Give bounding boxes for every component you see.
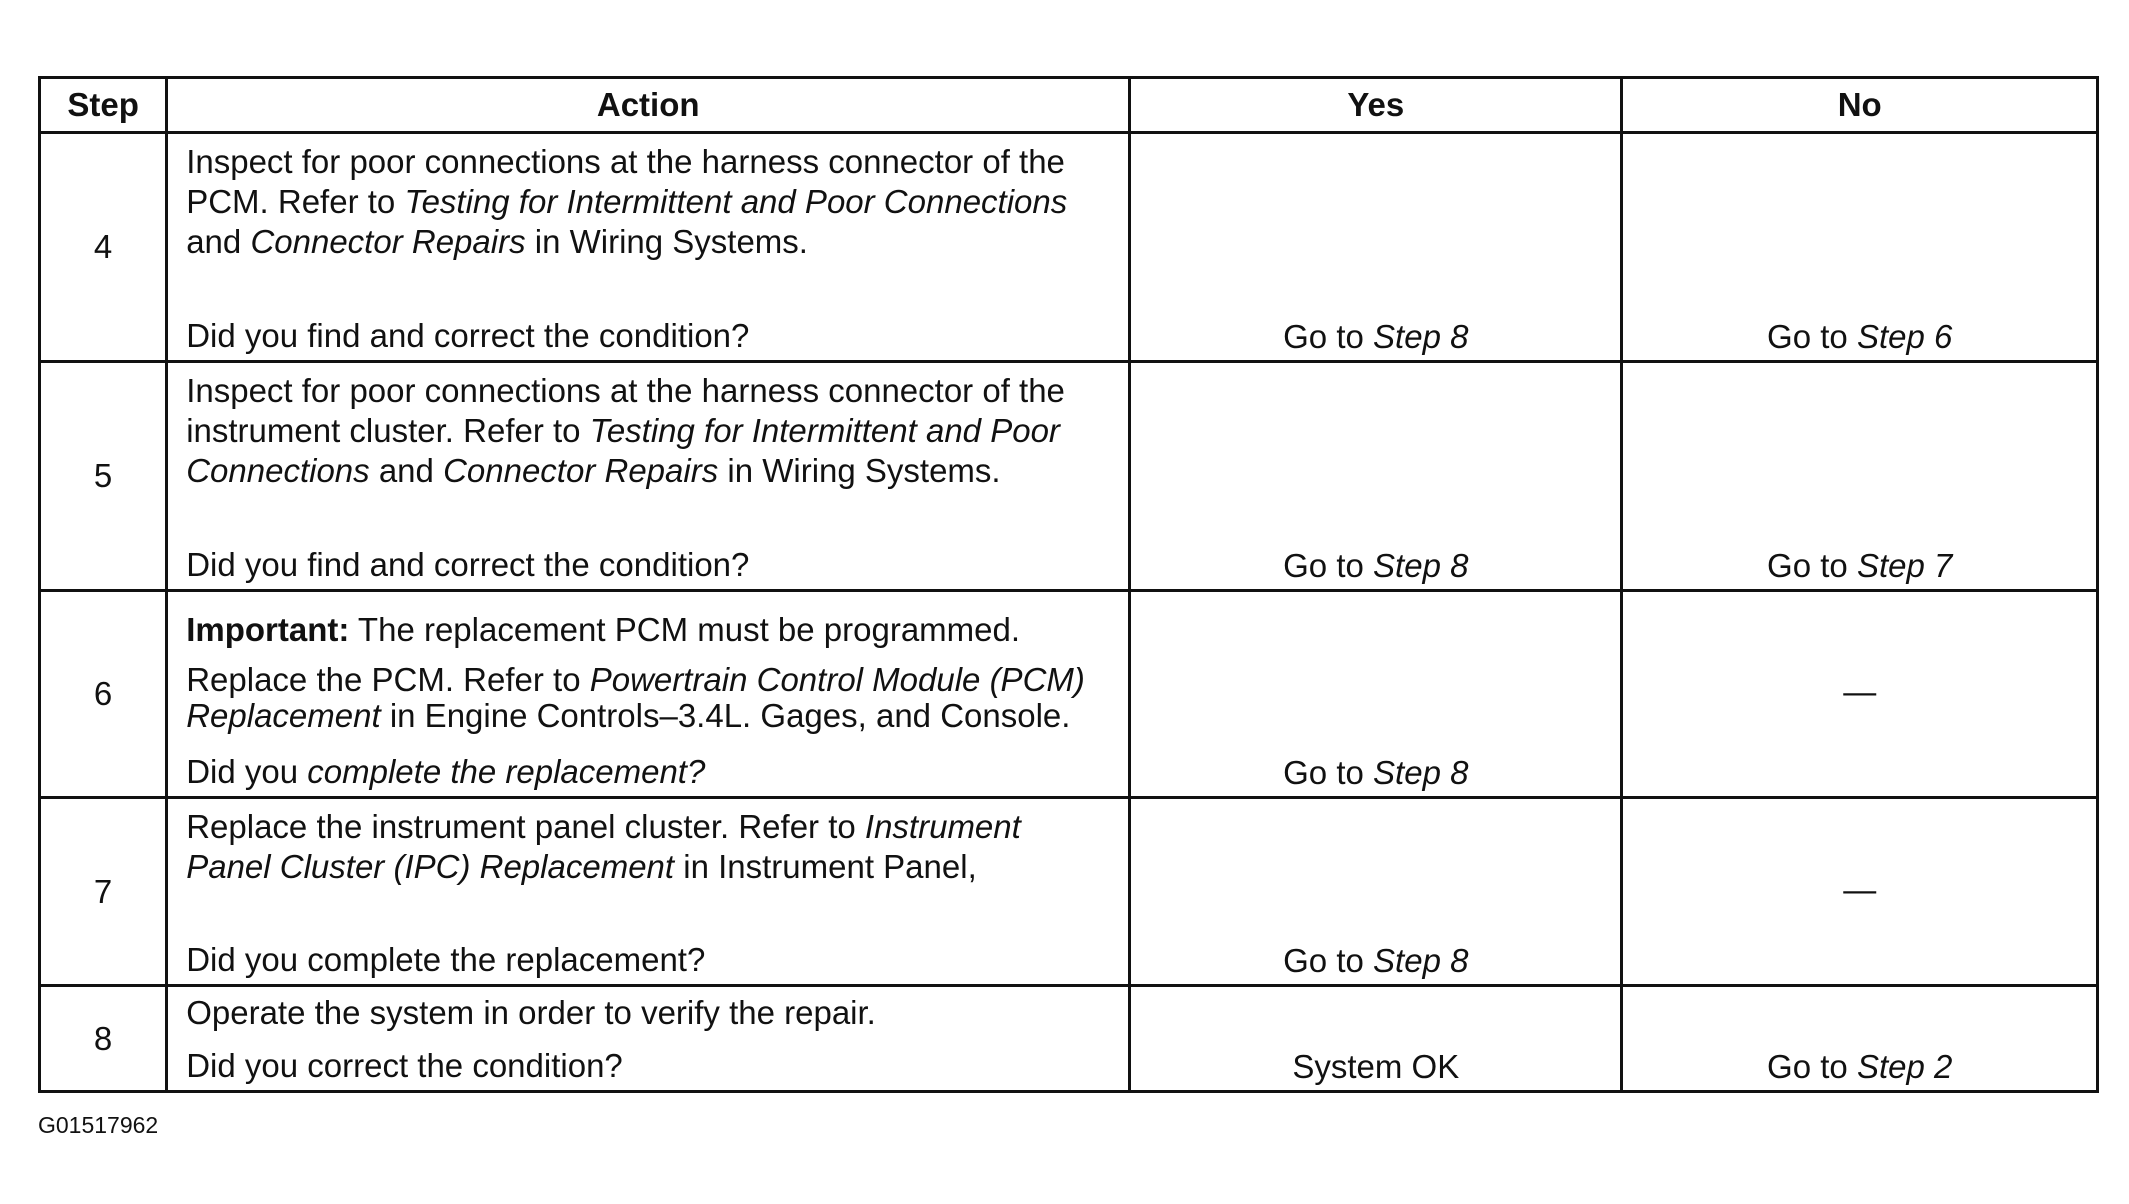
no-cell — [1622, 798, 2098, 986]
yes-result: Go to Step 8 — [1283, 547, 1469, 584]
action-question: Did you correct the condition? — [186, 1047, 623, 1084]
action-instruction: Inspect for poor connections at the harness connector of the PCM. Refer to Testing for Intermittent and Poor Connections and Connector Repairs in Wiring Systems. — [186, 143, 1068, 260]
action-instruction: Replace the instrument panel cluster. Refer to Instrument Panel Cluster (IPC) Replacement in Instrument Panel, — [186, 808, 1021, 885]
reference-link: Powertrain Control Module (PCM) Replacement — [186, 661, 1085, 734]
important-label: Important: — [186, 611, 350, 648]
yes-cell — [1130, 986, 1622, 1092]
yes-result: Go to Step 8 — [1283, 318, 1469, 355]
no-result: — — [1843, 673, 1877, 711]
yes-cell — [1130, 591, 1622, 798]
reference-link: Testing for Intermittent and Poor Connections — [404, 183, 1068, 220]
table-row-step-6 — [40, 591, 2098, 798]
reference-link: Connector Repairs — [250, 223, 526, 260]
table-row-step-7 — [40, 798, 2098, 986]
table-row-step-8 — [40, 986, 2098, 1092]
step-number: 7 — [40, 798, 167, 986]
no-result: — — [1843, 870, 1877, 908]
yes-cell — [1130, 798, 1622, 986]
yes-cell — [1130, 362, 1622, 591]
no-cell — [1622, 591, 2098, 798]
yes-result: Go to Step 8 — [1283, 754, 1469, 791]
no-cell — [1622, 986, 2098, 1092]
reference-link: Connector Repairs — [443, 452, 719, 489]
no-cell — [1622, 133, 2098, 362]
action-cell — [167, 798, 1130, 986]
yes-result: Go to Step 8 — [1283, 942, 1469, 979]
table-row-step-5 — [40, 362, 2098, 591]
action-question: Did you complete the replacement? — [186, 753, 706, 790]
action-cell — [167, 362, 1130, 591]
header-yes: Yes — [1130, 78, 1622, 133]
diagnostic-table — [38, 76, 2099, 1093]
action-instruction: Inspect for poor connections at the harness connector of the instrument cluster. Refer to Testing for Intermittent and Poor Connections and Connector Repairs in Wiring Systems. — [186, 372, 1065, 489]
table-header-row — [40, 78, 2098, 133]
important-note: Important: The replacement PCM must be programmed. — [186, 611, 1021, 648]
no-result: Go to Step 6 — [1767, 318, 1953, 355]
action-cell — [167, 133, 1130, 362]
header-no: No — [1622, 78, 2098, 133]
action-instruction: Replace the PCM. Refer to Powertrain Control Module (PCM) Replacement in Engine Controls–3.4L. Gages, and Console. — [186, 661, 1085, 734]
action-question: Did you find and correct the condition? — [186, 546, 750, 583]
no-result: Go to Step 2 — [1767, 1048, 1953, 1085]
no-cell — [1622, 362, 2098, 591]
action-cell — [167, 986, 1130, 1092]
step-number: 5 — [40, 362, 167, 591]
yes-result: System OK — [1292, 1048, 1460, 1085]
header-action: Action — [167, 78, 1130, 133]
reference-link: Testing for Intermittent and Poor Connections — [186, 412, 1060, 489]
step-number: 6 — [40, 591, 167, 798]
header-step: Step — [40, 78, 167, 133]
no-result: Go to Step 7 — [1767, 547, 1953, 584]
table-row-step-4 — [40, 133, 2098, 362]
reference-link: Instrument Panel Cluster (IPC) Replacement — [186, 808, 1021, 885]
action-cell — [167, 591, 1130, 798]
figure-id: G01517962 — [38, 1112, 159, 1138]
action-question: Did you find and correct the condition? — [186, 317, 750, 354]
action-question: Did you complete the replacement? — [186, 941, 706, 978]
action-instruction: Operate the system in order to verify the repair. — [186, 994, 876, 1031]
step-number: 8 — [40, 986, 167, 1092]
yes-cell — [1130, 133, 1622, 362]
step-number: 4 — [40, 133, 167, 362]
